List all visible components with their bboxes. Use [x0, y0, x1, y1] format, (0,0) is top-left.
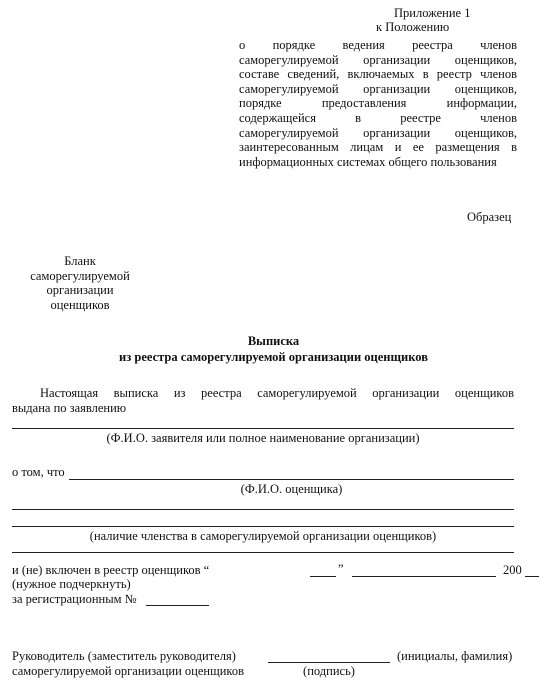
appraiser-field-line[interactable]: [69, 479, 514, 480]
appendix-regulation: к Положению: [376, 20, 450, 34]
underline-note: (нужное подчеркнуть): [12, 577, 131, 591]
about-prefix: о том, что: [12, 465, 65, 479]
blank-line: организации: [46, 283, 114, 298]
signature-field-line[interactable]: [268, 662, 390, 663]
title-main: Выписка: [247, 334, 300, 348]
regulation-title: [239, 38, 517, 169]
membership-field-line-2[interactable]: [12, 526, 514, 527]
reg-number-label: за регистрационным №: [12, 592, 137, 606]
sample-label: Образец: [467, 210, 512, 224]
applicant-field-line[interactable]: [12, 428, 514, 429]
year-prefix: 200: [503, 563, 522, 577]
year-field-line[interactable]: [525, 576, 539, 577]
membership-field-line-1[interactable]: [12, 509, 514, 510]
regulation-line: составе сведений, включаемых в реестр членов: [239, 67, 517, 82]
regulation-line: саморегулируемой организации оценщиков,: [239, 52, 517, 67]
document-title: [0, 333, 547, 365]
blank-line: оценщиков: [50, 297, 110, 312]
regulation-line: информационных системах общего пользования: [239, 154, 497, 169]
blank-line: саморегулируемой: [30, 268, 130, 283]
reg-number-field-line[interactable]: [146, 605, 209, 606]
membership-field-line-3[interactable]: [12, 552, 514, 553]
intro-line: Настоящая выписка из реестра саморегулируемой организации оценщиков: [40, 386, 514, 400]
letterhead-placeholder: [20, 254, 140, 312]
quote-close: ”: [338, 562, 344, 576]
regulation-line: о порядке ведения реестра членов: [239, 38, 517, 52]
regulation-line: саморегулируемой организации оценщиков,: [239, 81, 517, 96]
month-field-line[interactable]: [352, 576, 496, 577]
appraiser-caption: (Ф.И.О. оценщика): [240, 482, 343, 496]
regulation-line: саморегулируемой организации оценщиков,: [239, 125, 517, 140]
intro-paragraph: [12, 386, 514, 415]
head-title-line2: саморегулируемой организации оценщиков: [12, 664, 244, 678]
title-sub: из реестра саморегулируемой организации оценщиков: [119, 350, 428, 364]
initials-caption: (инициалы, фамилия): [397, 649, 513, 663]
signature-caption: (подпись): [303, 664, 355, 678]
blank-line: Бланк: [64, 254, 96, 268]
membership-caption: (наличие членства в саморегулируемой организации оценщиков): [89, 529, 437, 543]
regulation-line: содержащейся в реестре членов: [239, 110, 517, 125]
applicant-caption: (Ф.И.О. заявителя или полное наименование организации): [106, 431, 420, 445]
regulation-line: порядке предоставления информации,: [239, 96, 517, 111]
head-title-line1: Руководитель (заместитель руководителя): [12, 649, 236, 663]
day-field-line[interactable]: [310, 576, 336, 577]
included-text: и (не) включен в реестр оценщиков “: [12, 563, 210, 577]
regulation-line: заинтересованным лицам и ее размещения в: [239, 140, 517, 155]
intro-line: выдана по заявлению: [12, 400, 127, 415]
appendix-number: Приложение 1: [394, 6, 471, 20]
